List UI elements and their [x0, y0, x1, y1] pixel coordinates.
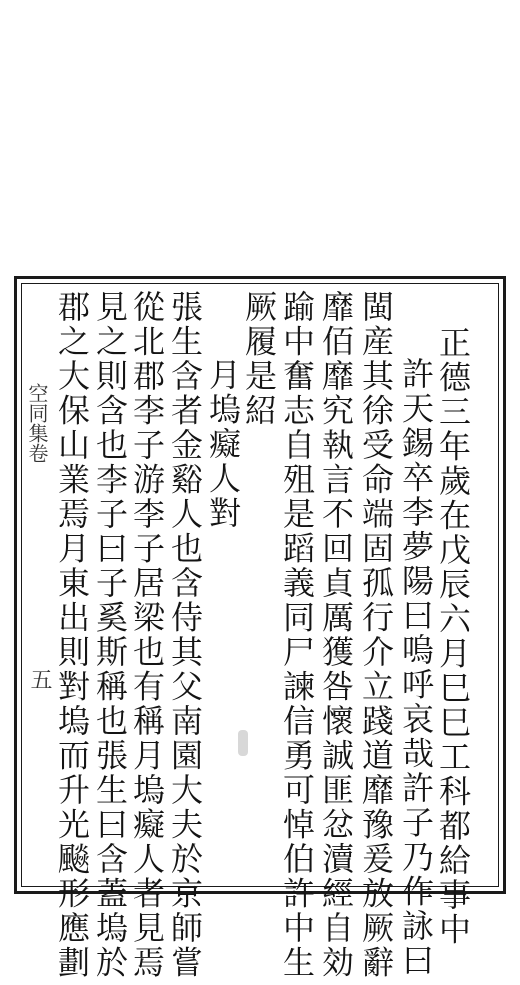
text-column: 許天錫卒李夢陽曰嗚呼哀哉許子乃作詠曰 [397, 357, 435, 978]
text-column: 見之則含也李子曰子奚斯稱也張生曰含蓋塢於 [91, 290, 129, 980]
margin-strip [22, 283, 52, 887]
section-title: 月塢癡人對 [204, 358, 242, 531]
text-column: 張生含者金谿人也含侍其父南園大夫於京師嘗 [166, 290, 204, 980]
text-column: 踰中奮志自殂是蹈義同尸諫信勇可悼伯許中生 [278, 290, 316, 980]
page-number: 五 [27, 668, 52, 690]
ink-smudge [238, 730, 248, 756]
text-column: 從北郡李子游李子居梁也有稱月塢癡人者見焉 [128, 290, 166, 980]
text-column: 郡之大保山業焉月東出則對塢而升光飈形應劃 [53, 290, 91, 980]
text-column: 閩産其徐受命端固孤行介立踐道靡豫爰放厥辭 [357, 290, 395, 980]
margin-label: 空同集卷 [25, 383, 49, 463]
text-column: 靡佰靡究執言不回貞厲獲咎懷誠匪忿瀆經自効 [317, 290, 355, 980]
text-column: 厥履是紹 [240, 290, 278, 428]
margin-strip-right [472, 283, 498, 887]
text-column: 正德三年歲在戊辰六月巳巳工科都給事中 [434, 326, 472, 947]
